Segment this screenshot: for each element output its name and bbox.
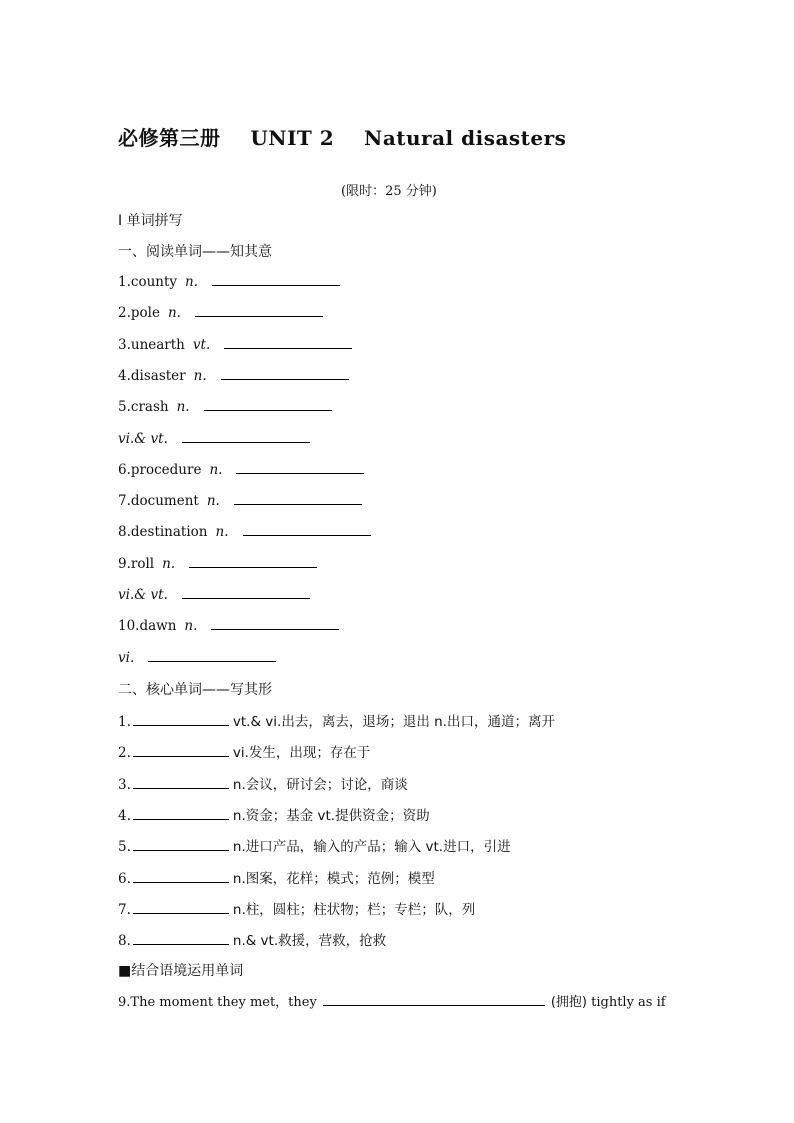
answer-blank[interactable] xyxy=(182,586,310,599)
part2-definition: vt.& vi.出去，离去，退场；退出 n.出口，通道；离开 xyxy=(232,714,555,730)
answer-blank[interactable] xyxy=(234,492,362,505)
part2-definition: n.会议，研讨会；讨论，商谈 xyxy=(232,777,408,793)
part1-heading: 一、阅读单词——知其意 xyxy=(118,244,272,260)
part2-number: 4. xyxy=(118,808,131,824)
part1-pos: n. xyxy=(162,556,176,572)
part2-definition: n.& vt.救援，营救，抢救 xyxy=(232,933,387,949)
answer-blank[interactable] xyxy=(236,461,364,474)
answer-blank[interactable] xyxy=(323,993,545,1006)
part1-word: 2.pole xyxy=(118,305,160,321)
answer-blank[interactable] xyxy=(195,304,323,317)
part2-definition: n.柱，圆柱；柱状物；栏；专栏；队，列 xyxy=(232,902,476,918)
part2-item xyxy=(118,929,386,949)
part2-number: 5. xyxy=(118,839,131,855)
part2-definition: n.图案，花样；模式；范例；模型 xyxy=(232,871,435,887)
part1-item xyxy=(118,492,362,509)
part2-number: 2. xyxy=(118,745,131,761)
part1-pos: n. xyxy=(185,274,199,290)
part1-item xyxy=(118,273,340,290)
section-heading: Ⅰ 单词拼写 xyxy=(118,213,183,229)
context-heading: ■结合语境运用单词 xyxy=(118,963,244,979)
part2-item xyxy=(118,835,511,855)
part1-word: 8.destination xyxy=(118,524,208,540)
answer-blank[interactable] xyxy=(211,617,339,630)
part1-item xyxy=(118,304,323,321)
part2-definition: n.资金；基金 vt.提供资金；资助 xyxy=(232,808,430,824)
answer-blank[interactable] xyxy=(221,367,349,380)
part2-item xyxy=(118,898,475,918)
answer-blank[interactable] xyxy=(204,398,332,411)
part1-item xyxy=(118,461,364,478)
answer-blank[interactable] xyxy=(133,838,229,851)
part2-item xyxy=(118,710,555,730)
part1-word: 7.document xyxy=(118,493,199,509)
part1-item xyxy=(118,430,310,447)
sentence-9-hint: (拥抱) xyxy=(550,995,587,1010)
part1-item xyxy=(118,523,371,540)
part1-pos: vi. xyxy=(118,650,135,666)
part2-item xyxy=(118,804,430,824)
part1-word: 9.roll xyxy=(118,556,155,572)
time-limit: (限时：25 分钟) xyxy=(341,184,437,199)
answer-blank[interactable] xyxy=(224,336,352,349)
part2-number: 7. xyxy=(118,902,131,918)
part1-pos: vi.& vt. xyxy=(118,587,168,603)
part1-pos: n. xyxy=(176,399,190,415)
part1-item xyxy=(118,336,352,353)
answer-blank[interactable] xyxy=(189,555,317,568)
part2-item xyxy=(118,741,370,761)
part1-pos: n. xyxy=(184,618,198,634)
part1-pos: n. xyxy=(215,524,229,540)
part1-word: 10.dawn xyxy=(118,618,177,634)
answer-blank[interactable] xyxy=(133,901,229,914)
part2-definition: vi.发生，出现；存在于 xyxy=(232,745,371,761)
page-title: 必修第三册 UNIT 2 Natural disasters xyxy=(118,126,567,150)
sentence-9-before: 9.The moment they met，they xyxy=(118,995,317,1010)
part1-item xyxy=(118,649,276,666)
part1-word: 3.unearth xyxy=(118,337,185,353)
part2-item xyxy=(118,867,435,887)
answer-blank[interactable] xyxy=(133,713,229,726)
part1-word: 6.procedure xyxy=(118,462,202,478)
part1-pos: n. xyxy=(167,305,181,321)
part1-word: 4.disaster xyxy=(118,368,186,384)
part1-word: 1.county xyxy=(118,274,178,290)
answer-blank[interactable] xyxy=(243,523,371,536)
part1-word: 5.crash xyxy=(118,399,169,415)
answer-blank[interactable] xyxy=(133,776,229,789)
part1-pos: n. xyxy=(209,462,223,478)
part2-item xyxy=(118,773,408,793)
part2-number: 8. xyxy=(118,933,131,949)
sentence-9-after: tightly as if xyxy=(591,995,666,1010)
answer-blank[interactable] xyxy=(133,744,229,757)
part1-item xyxy=(118,555,317,572)
part1-pos: n. xyxy=(193,368,207,384)
answer-blank[interactable] xyxy=(133,932,229,945)
part2-number: 3. xyxy=(118,777,131,793)
part1-pos: n. xyxy=(206,493,220,509)
part1-item xyxy=(118,398,332,415)
part1-item xyxy=(118,617,339,634)
sentence-9 xyxy=(118,991,666,1010)
part1-pos: vt. xyxy=(192,337,211,353)
part2-definition: n.进口产品，输入的产品；输入 vt.进口，引进 xyxy=(232,839,511,855)
answer-blank[interactable] xyxy=(148,649,276,662)
part2-number: 6. xyxy=(118,871,131,887)
part2-number: 1. xyxy=(118,714,131,730)
answer-blank[interactable] xyxy=(133,870,229,883)
answer-blank[interactable] xyxy=(133,807,229,820)
part2-heading: 二、核心单词——写其形 xyxy=(118,682,272,698)
answer-blank[interactable] xyxy=(212,273,340,286)
part1-item xyxy=(118,586,310,603)
part1-pos: vi.& vt. xyxy=(118,431,168,447)
answer-blank[interactable] xyxy=(182,430,310,443)
part1-item xyxy=(118,367,349,384)
